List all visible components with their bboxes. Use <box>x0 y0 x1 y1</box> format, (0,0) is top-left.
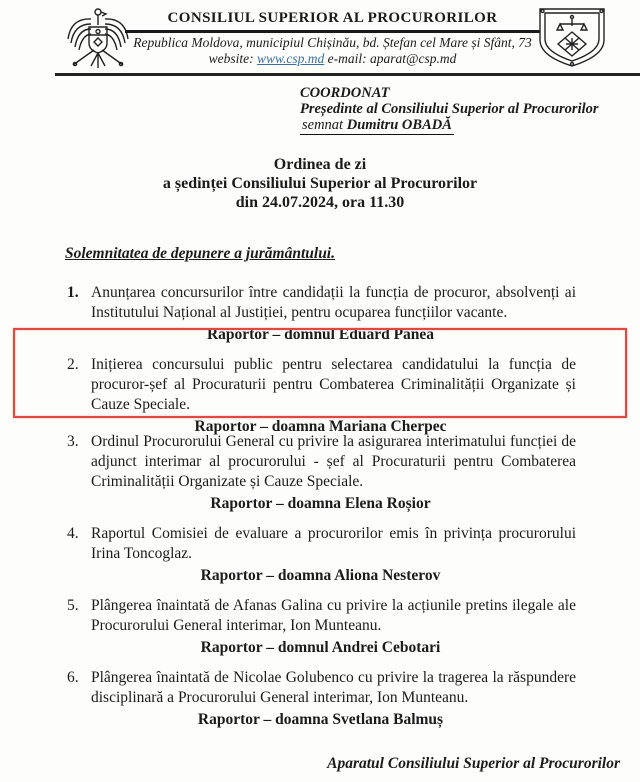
agenda-item-6 <box>65 668 576 730</box>
signature-line <box>300 117 454 135</box>
website-label: website: <box>208 51 254 66</box>
raportor-line: Raportor – doamna Elena Roșior <box>210 495 431 512</box>
raportor-line: Raportor – domnul Andrei Cebotari <box>200 639 441 656</box>
raportor-line: Raportor – doamna Svetlana Balmuș <box>197 711 444 728</box>
document-footer: Aparatul Consiliului Superior al Procurorilor <box>327 755 620 772</box>
item-text: Inițierea concursului public pentru selectarea candidatului la funcția de procuror-șef al Procuraturii pentru Combaterea Criminalității Organizate și Cauze Speciale. <box>91 356 576 413</box>
raportor-line: Raportor – doamna Mariana Cherpec <box>194 418 447 435</box>
item-text: Raportul Comisiei de evaluare a procurorilor emis în privința procurorului Irina Toncoglaz. <box>91 525 576 562</box>
org-rule <box>125 30 540 33</box>
item-number: 3. <box>67 433 79 450</box>
item-number: 6. <box>67 669 79 686</box>
approval-role: Președinte al Consiliului Superior al Procurorilor <box>300 101 599 117</box>
agenda-item-3 <box>65 432 576 514</box>
agenda-item-2 <box>65 355 576 437</box>
title-line-1: Ordinea de zi <box>273 156 367 173</box>
org-name: CONSILIUL SUPERIOR AL PROCURORILOR <box>167 10 498 26</box>
csp-crest-icon <box>527 4 617 72</box>
item-number: 5. <box>67 597 79 614</box>
item-text: Ordinul Procurorului General cu privire la asigurarea interimatului funcției de adjunct interimar al procurorului - șef al Procuraturii pentru Combaterea Criminalității Organizate și Cauze Speciale. <box>91 433 576 490</box>
item-text: Plângerea înaintată de Nicolae Golubenco cu privire la tragerea la răspundere disciplinară a Procurorului General interimar, Ion Munteanu. <box>91 669 576 706</box>
item-number: 4. <box>67 525 79 542</box>
raportor-line: Raportor – doamna Aliona Nesterov <box>200 567 441 584</box>
website-link[interactable]: www.csp.md <box>257 51 325 66</box>
agenda-item-5 <box>65 596 576 658</box>
letterhead <box>125 10 540 67</box>
document-title <box>0 155 640 212</box>
item-text: Plângerea înaintată de Afanas Galina cu privire la acțiunile pretins ilegale ale Procurorului General interimar, Ion Munteanu. <box>91 597 576 634</box>
approval-status: COORDONAT <box>300 85 390 101</box>
header-divider <box>55 73 640 76</box>
org-contact <box>125 51 540 67</box>
signed-name: Dumitru OBADĂ <box>346 117 452 133</box>
item-number: 1. <box>67 284 79 301</box>
title-line-3: din 24.07.2024, ora 11.30 <box>235 194 405 211</box>
org-address: Republica Moldova, municipiul Chișinău, bd. Ștefan cel Mare și Sfânt, 73 <box>133 35 532 50</box>
agenda-item-1 <box>65 283 576 345</box>
section-heading: Solemnitatea de depunere a jurământului. <box>65 245 335 262</box>
item-text: Anunțarea concursurilor între candidații la funcția de procuror, absolvenți ai Institutului Național al Justiției, pentru ocuparea funcțiilor vacante. <box>91 284 576 321</box>
agenda-item-4 <box>65 524 576 586</box>
approval-block <box>300 85 599 135</box>
raportor-line: Raportor – domnul Eduard Panea <box>206 326 435 343</box>
email-value: aparat@csp.md <box>370 51 457 66</box>
signed-label: semnat <box>302 117 344 133</box>
item-number: 2. <box>67 356 79 373</box>
email-label: e-mail: <box>327 51 367 66</box>
title-line-2: a ședinței Consiliului Superior al Procurorilor <box>162 175 478 192</box>
